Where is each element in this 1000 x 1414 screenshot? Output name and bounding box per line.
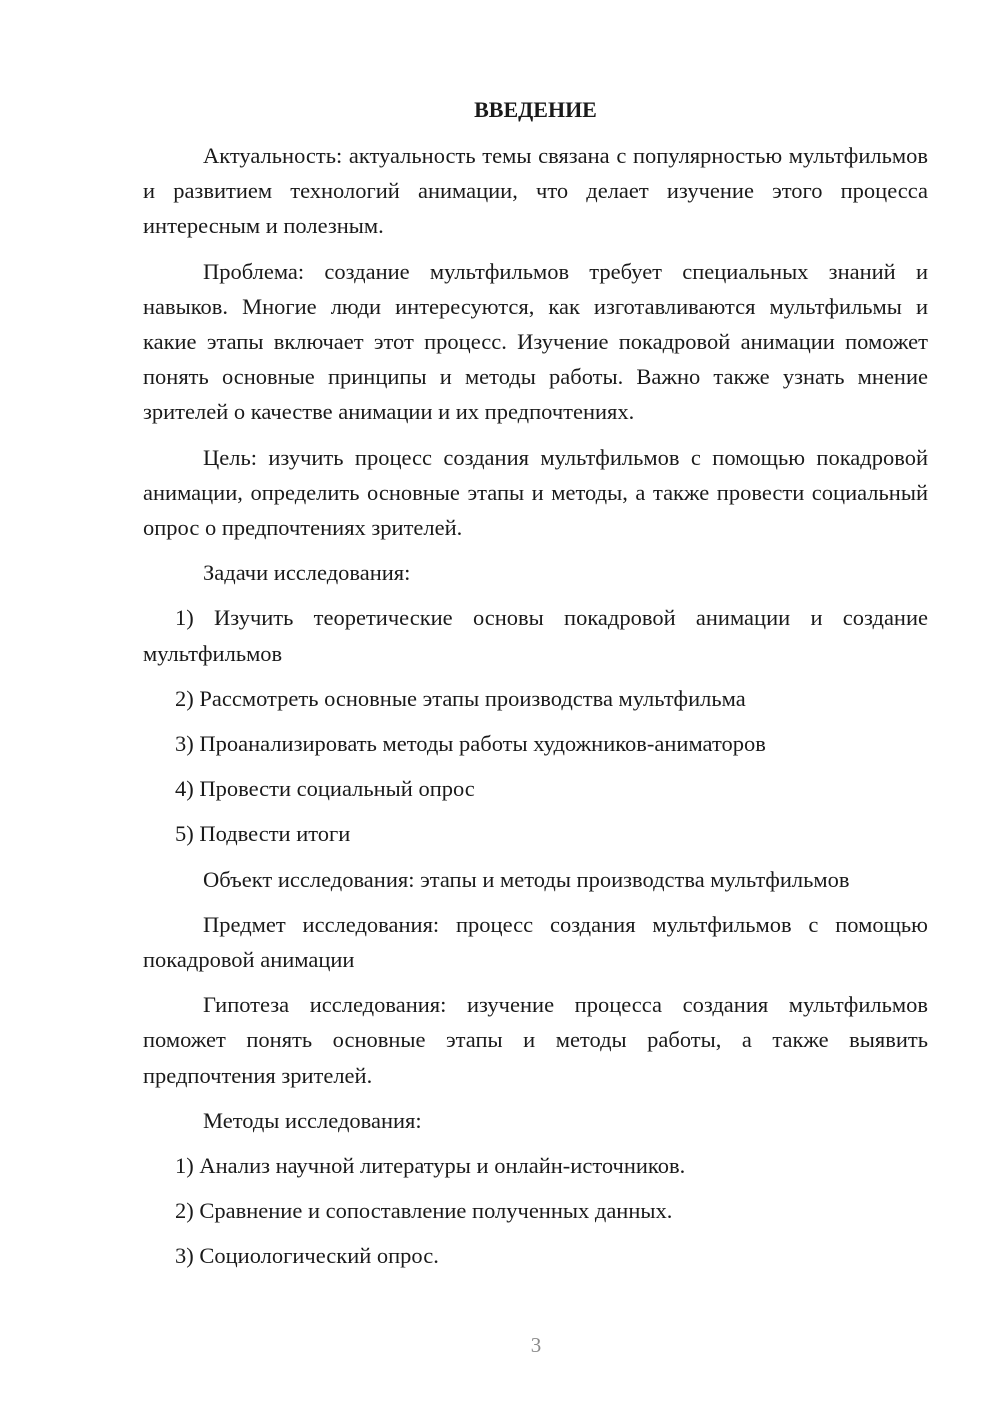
page-number: 3 — [530, 1333, 542, 1357]
method-item: 3) Социологический опрос. — [175, 1243, 439, 1269]
problem-paragraph: Проблема: создание мультфильмов требует специальных знаний и навыков. Многие люди интересуются, как изготавливаются мультфильмы и какие этапы включает этот процесс. Изучение покадровой анимации поможет понять основные принципы и методы работы. Важно также узнать мнение зрителей о качестве анимации и их предпочтениях. — [143, 258, 928, 425]
task-item: 2) Рассмотреть основные этапы производства мультфильма — [175, 685, 746, 711]
task-item: 4) Провести социальный опрос — [175, 776, 475, 802]
page-content — [143, 96, 928, 1284]
methods-title: Методы исследования: — [203, 1107, 422, 1133]
method-item: 1) Анализ научной литературы и онлайн-источников. — [175, 1153, 686, 1179]
goal-paragraph: Цель: изучить процесс создания мультфильмов с помощью покадровой анимации, определить основные этапы и методы, а также провести социальный опрос о предпочтениях зрителей. — [143, 444, 928, 541]
hypothesis-paragraph: Гипотеза исследования: изучение процесса создания мультфильмов поможет понять основные этапы и методы работы, а также выявить предпочтения зрителей. — [143, 992, 928, 1088]
subject-paragraph: Предмет исследования: процесс создания мультфильмов с помощью покадровой анимации — [143, 911, 928, 973]
object-paragraph: Объект исследования: этапы и методы производства мультфильмов — [203, 866, 850, 892]
task-item: 3) Проанализировать методы работы художников-аниматоров — [175, 731, 766, 757]
method-item: 2) Сравнение и сопоставление полученных данных. — [175, 1198, 673, 1224]
task-item: 1) Изучить теоретические основы покадровой анимации и создание мультфильмов — [143, 605, 928, 666]
task-item: 5) Подвести итоги — [175, 821, 351, 847]
relevance-paragraph: Актуальность: актуальность темы связана с популярностью мультфильмов и развитием технологий анимации, что делает изучение этого процесса интересным и полезным. — [143, 143, 928, 239]
tasks-title: Задачи исследования: — [203, 560, 411, 586]
section-heading: ВВЕДЕНИЕ — [474, 97, 597, 122]
